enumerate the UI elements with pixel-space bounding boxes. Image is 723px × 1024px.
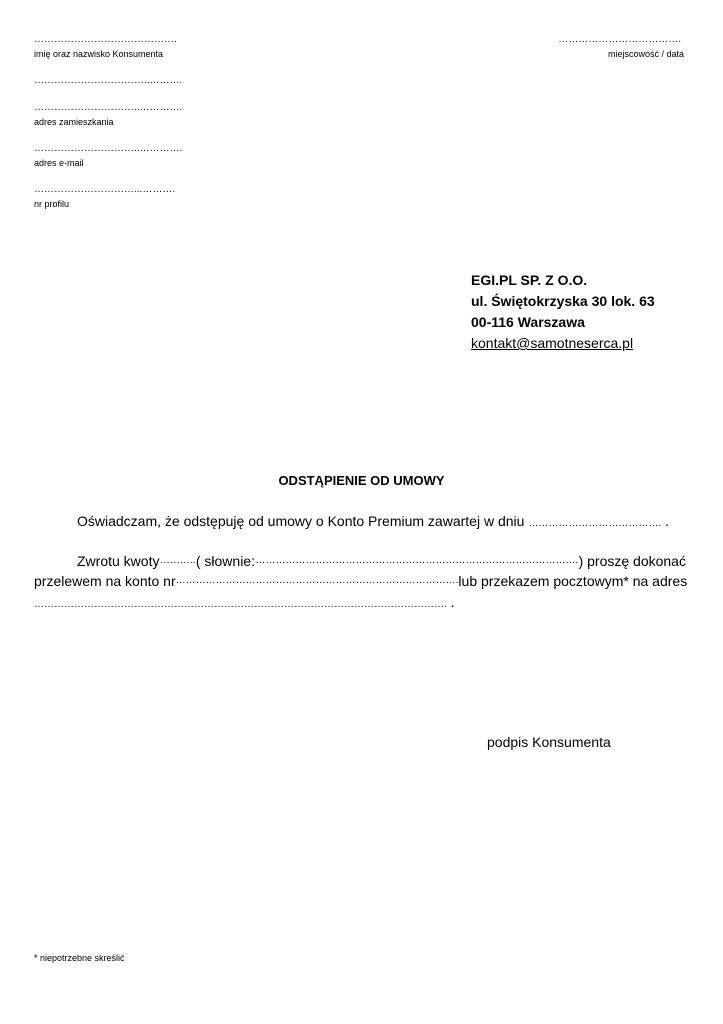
- consumer-address-label: adres zamieszkania: [34, 117, 114, 127]
- consumer-name-line: …………………………………….: [34, 34, 177, 45]
- date-fill-line: ………………………………….: [528, 518, 662, 529]
- recipient-company: EGI.PL SP. Z O.O.: [471, 272, 588, 288]
- account-fill-line: ………………………………………………………………………….: [175, 575, 459, 586]
- footnote: * niepotrzebne skreślić: [34, 953, 125, 963]
- recipient-city: 00-116 Warszawa: [471, 314, 585, 330]
- declaration-paragraph: [77, 511, 669, 534]
- refund-line-2: [34, 571, 686, 591]
- consumer-name-line-2: ……………………………..……….: [34, 75, 183, 86]
- recipient-block: [471, 270, 655, 354]
- consumer-name-label: imię oraz nazwisko Konsumenta: [34, 49, 164, 59]
- consumer-profile-label: nr profilu: [34, 199, 70, 209]
- postal-address-fill-line: …………………………………………………………………………………………………………….: [34, 599, 447, 610]
- consumer-email-line: …………………………..………….: [34, 143, 183, 154]
- signature-label: podpis Konsumenta: [487, 734, 611, 750]
- refund-request-text: ) proszę dokonać: [578, 553, 686, 569]
- document-title: ODSTĄPIENIE OD UMOWY: [278, 473, 445, 488]
- place-date-label: miejscowość / data: [607, 49, 684, 59]
- consumer-address-line: …………………………..………….: [34, 102, 183, 113]
- declaration-text: Oświadczam, że odstępuję od umowy o Konto Premium zawartej w dniu: [77, 513, 525, 529]
- words-label: ( słownie:: [195, 553, 255, 569]
- declaration-end: .: [665, 513, 669, 529]
- transfer-text: przelewem na konto nr: [34, 573, 176, 589]
- consumer-email-label: adres e-mail: [34, 158, 84, 168]
- refund-line-1: [77, 551, 686, 571]
- recipient-street: ul. Świętokrzyska 30 lok. 63: [471, 293, 655, 309]
- refund-end: .: [450, 594, 455, 610]
- consumer-profile-line: …………………………...……….: [34, 184, 176, 195]
- refund-line-3: [34, 592, 455, 615]
- refund-amount-text: Zwrotu kwoty: [77, 553, 160, 569]
- amount-fill-line: ………..: [159, 555, 196, 566]
- place-date-line: ……………………………….: [558, 34, 681, 45]
- words-fill-line: …………………………………………………………………………………….: [255, 555, 579, 566]
- recipient-email-link[interactable]: kontakt@samotneserca.pl: [471, 335, 634, 351]
- postal-order-text: lub przekazem pocztowym* na adres: [458, 573, 688, 589]
